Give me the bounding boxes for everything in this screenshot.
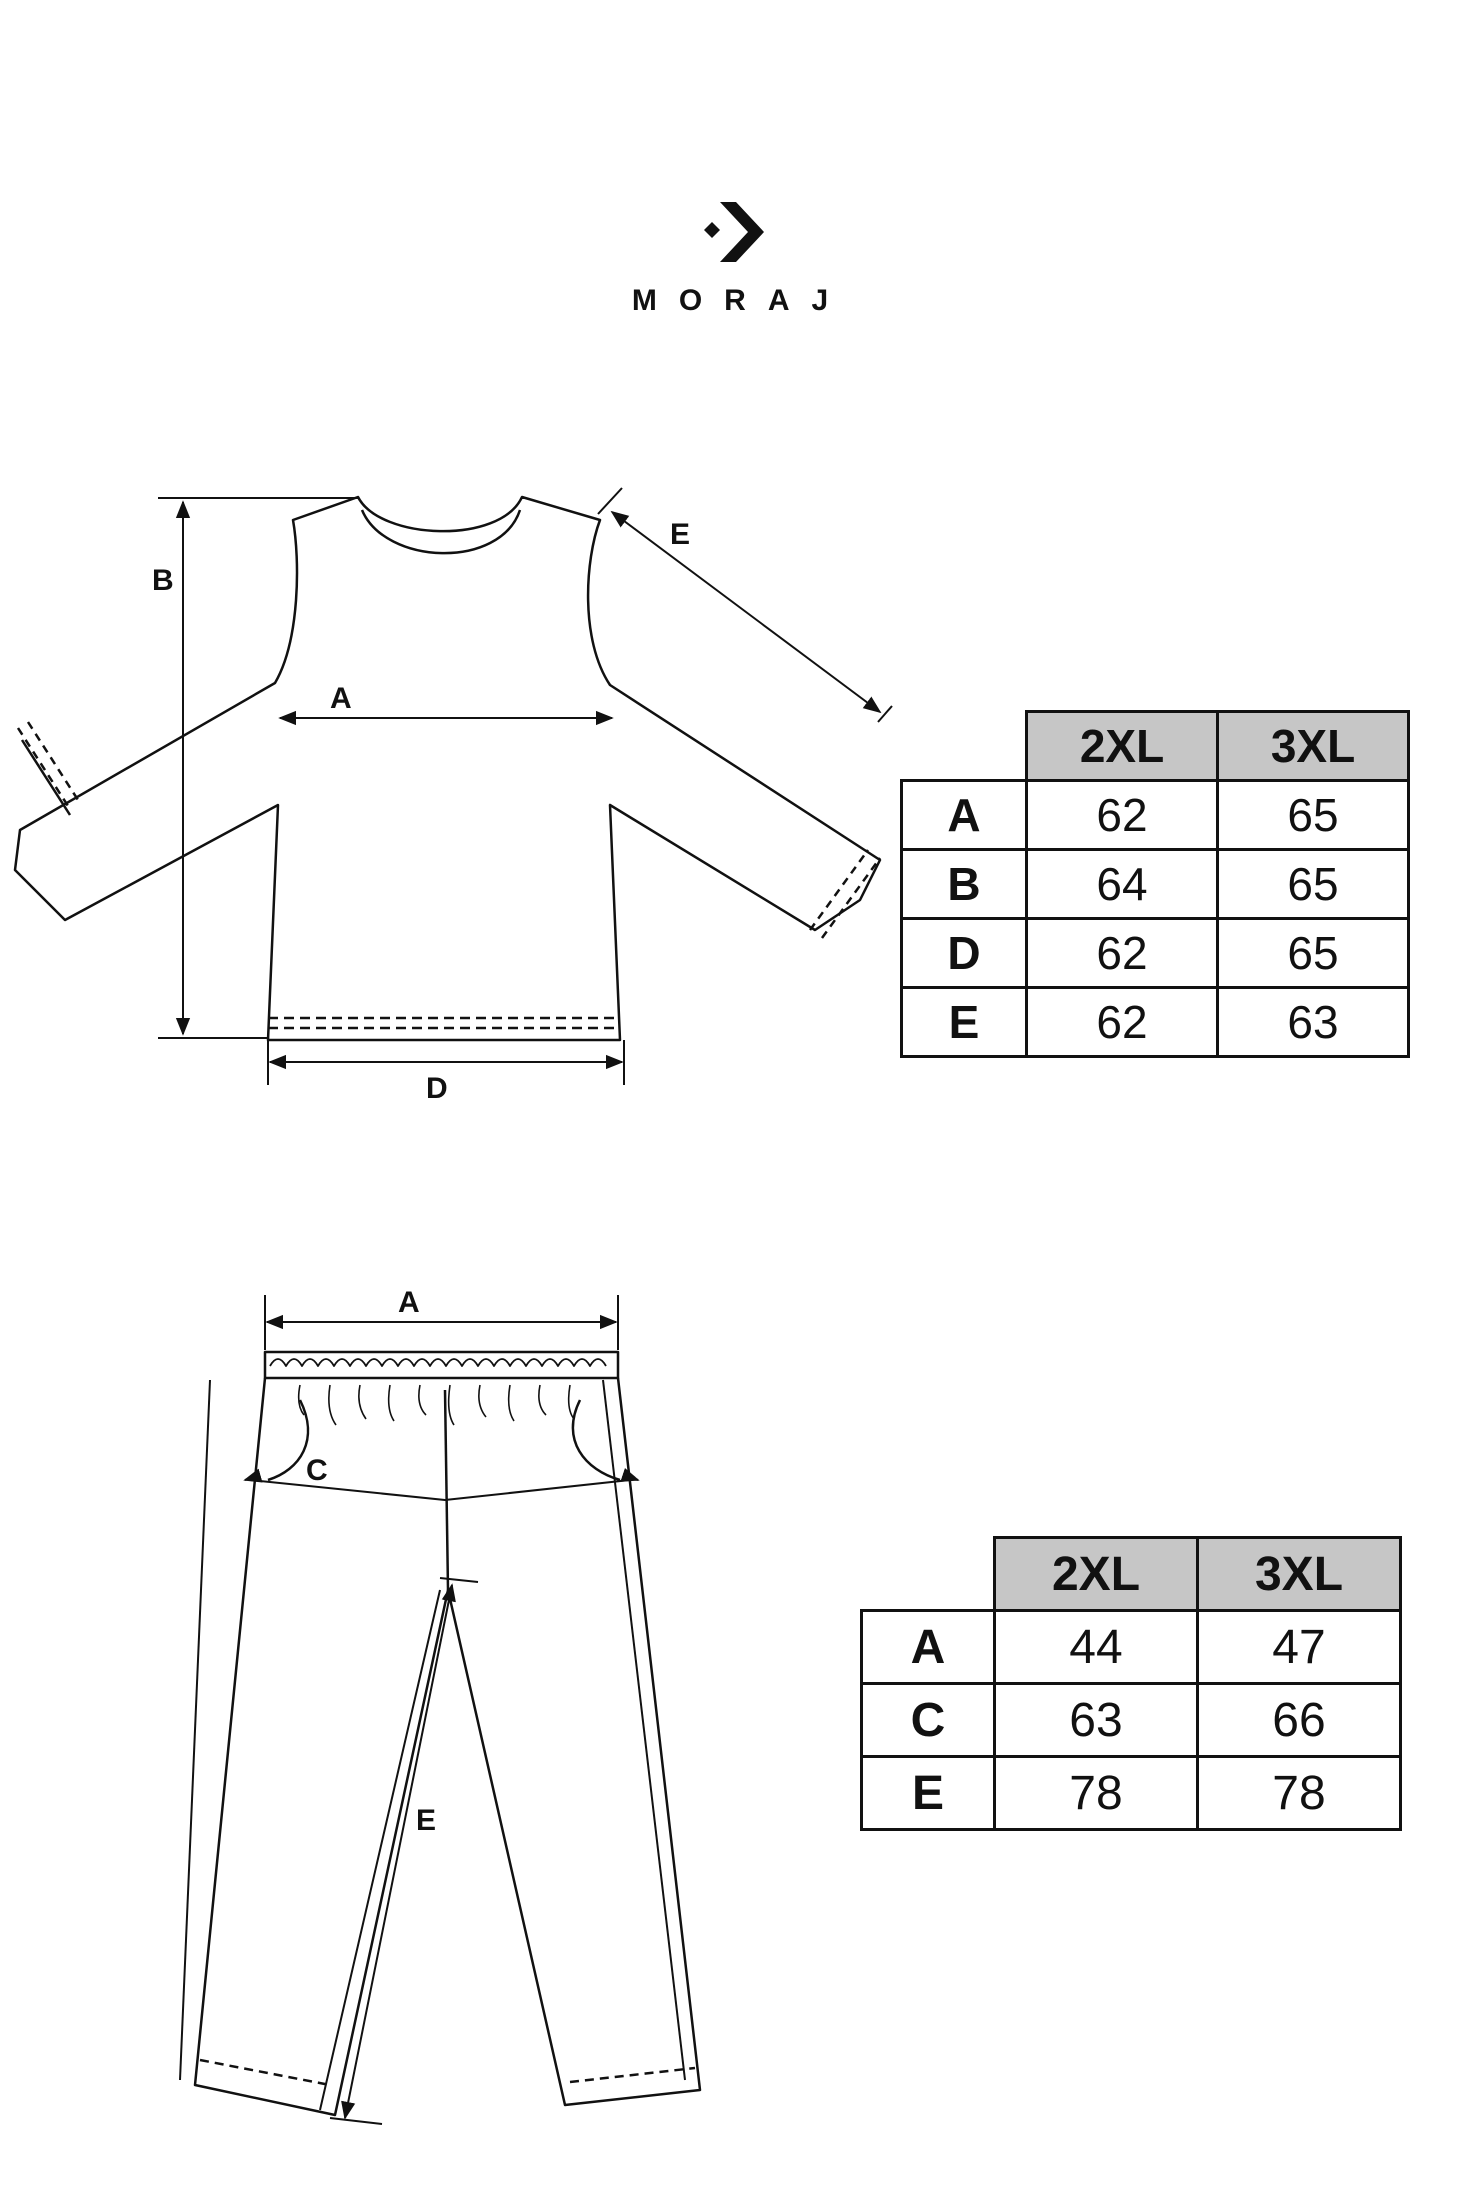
column-header: 2XL: [1027, 712, 1218, 781]
shirt-label-e: E: [670, 518, 691, 551]
table-cell: 64: [1027, 850, 1218, 919]
row-label: E: [862, 1757, 995, 1830]
shirt-size-table: [900, 710, 1410, 1058]
pants-dimensions: [245, 1295, 638, 2124]
table-header-row: [862, 1538, 1401, 1611]
row-label: E: [902, 988, 1027, 1057]
shirt-dimensions: [158, 488, 892, 1085]
table-cell: 65: [1218, 850, 1409, 919]
table-row: [902, 850, 1409, 919]
table-cell: 63: [995, 1684, 1198, 1757]
table-cell: 65: [1218, 781, 1409, 850]
dimension-e-line: [345, 1585, 452, 2118]
column-header: 2XL: [995, 1538, 1198, 1611]
pants-label-a: A: [398, 1286, 420, 1319]
table-cell: 78: [995, 1757, 1198, 1830]
brand-name: MORAJ: [631, 284, 851, 317]
table-cell: 78: [1198, 1757, 1401, 1830]
pants-size-table: [860, 1536, 1402, 1831]
dimension-e-line: [612, 512, 880, 712]
table-row: [862, 1757, 1401, 1830]
row-label: D: [902, 919, 1027, 988]
table-corner: [862, 1538, 995, 1611]
row-label: C: [862, 1684, 995, 1757]
table-row: [902, 919, 1409, 988]
shirt-outline: [15, 497, 880, 1040]
row-label: B: [902, 850, 1027, 919]
table-cell: 62: [1027, 919, 1218, 988]
table-row: [902, 988, 1409, 1057]
shirt-label-d: D: [426, 1072, 448, 1105]
table-cell: 66: [1198, 1684, 1401, 1757]
shirt-drawing: [15, 497, 880, 1040]
pants-label-e: E: [416, 1804, 437, 1837]
table-row: [902, 781, 1409, 850]
table-cell: 47: [1198, 1611, 1401, 1684]
column-header: 3XL: [1198, 1538, 1401, 1611]
table-cell: 62: [1027, 988, 1218, 1057]
table-cell: 63: [1218, 988, 1409, 1057]
table-cell: 62: [1027, 781, 1218, 850]
pants-label-c: C: [306, 1454, 328, 1487]
table-row: [862, 1611, 1401, 1684]
pants-drawing: [180, 1352, 700, 2115]
table-cell: 44: [995, 1611, 1198, 1684]
row-label: A: [902, 781, 1027, 850]
column-header: 3XL: [1218, 712, 1409, 781]
table-cell: 65: [1218, 919, 1409, 988]
shirt-label-b: B: [152, 564, 174, 597]
table-corner: [902, 712, 1027, 781]
table-row: [862, 1684, 1401, 1757]
row-label: A: [862, 1611, 995, 1684]
table-header-row: [902, 712, 1409, 781]
shirt-label-a: A: [330, 682, 352, 715]
